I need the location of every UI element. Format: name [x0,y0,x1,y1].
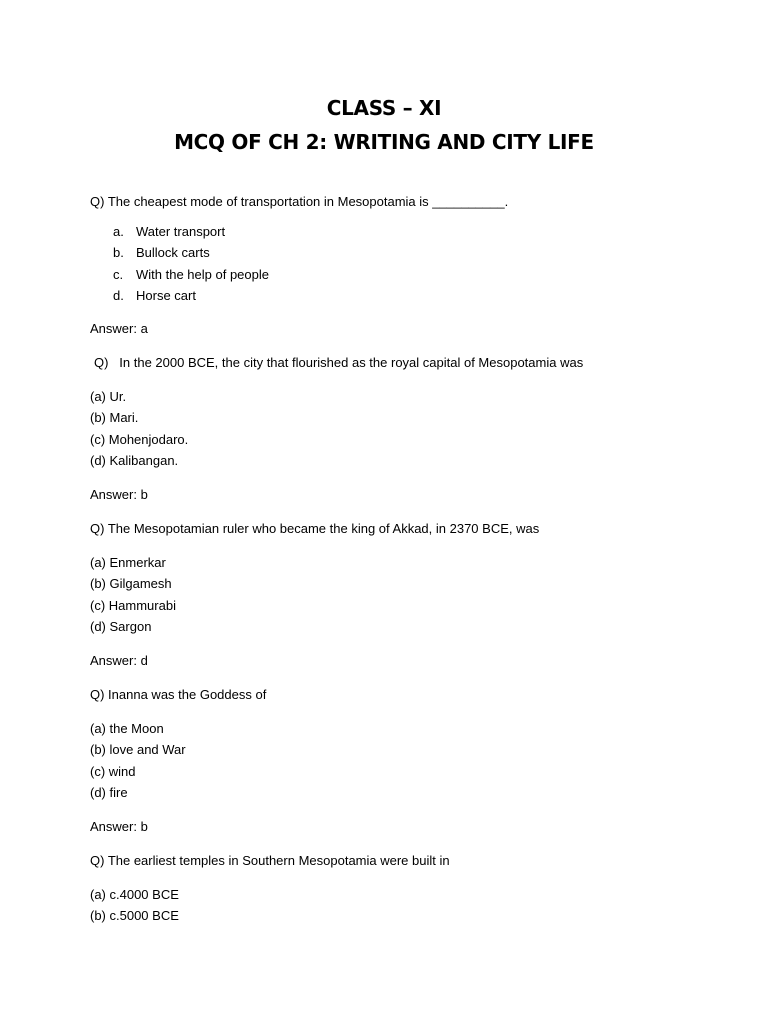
question-3-text: Q) The Mesopotamian ruler who became the king of Akkad, in 2370 BCE, was [90,521,540,536]
question-1-answer: Answer: a [90,321,148,336]
question-2-option-c: (c) Mohenjodaro. [90,432,189,447]
class-heading: CLASS – XI [326,96,442,120]
question-3-option-a: (a) Enmerkar [90,555,166,570]
question-5-text: Q) The earliest temples in Southern Mesopotamia were built in [90,853,450,868]
question-3-option-c: (c) Hammurabi [90,598,176,613]
question-1-option-b: Bullock carts [136,245,210,260]
question-4-answer: Answer: b [90,819,148,834]
question-2-option-d: (d) Kalibangan. [90,453,179,468]
question-4-option-b: (b) love and War [90,742,186,757]
question-1-option-marker: c. [113,267,124,282]
question-5-option-a: (a) c.4000 BCE [90,887,179,902]
question-2-text: Q) In the 2000 BCE, the city that flourished as the royal capital of Mesopotamia was [94,355,584,370]
question-1-option-a: Water transport [136,224,226,239]
question-3-answer: Answer: d [90,653,148,668]
question-1-option-d: Horse cart [136,288,196,303]
question-1-option-marker: b. [113,245,124,260]
question-1-option-c: With the help of people [136,267,269,282]
chapter-heading: MCQ OF CH 2: WRITING AND CITY LIFE [174,130,594,154]
question-1-option-marker: d. [113,288,124,303]
question-3-option-d: (d) Sargon [90,619,152,634]
question-4-option-c: (c) wind [90,764,136,779]
question-2-answer: Answer: b [90,487,148,502]
question-4-option-d: (d) fire [90,785,128,800]
question-1-text: Q) The cheapest mode of transportation in Mesopotamia is __________. [90,194,509,209]
question-4-option-a: (a) the Moon [90,721,164,736]
question-5-option-b: (b) c.5000 BCE [90,908,179,923]
question-4-text: Q) Inanna was the Goddess of [90,687,267,702]
question-2-option-b: (b) Mari. [90,410,139,425]
question-2-option-a: (a) Ur. [90,389,127,404]
question-3-option-b: (b) Gilgamesh [90,576,172,591]
question-1-option-marker: a. [113,224,124,239]
